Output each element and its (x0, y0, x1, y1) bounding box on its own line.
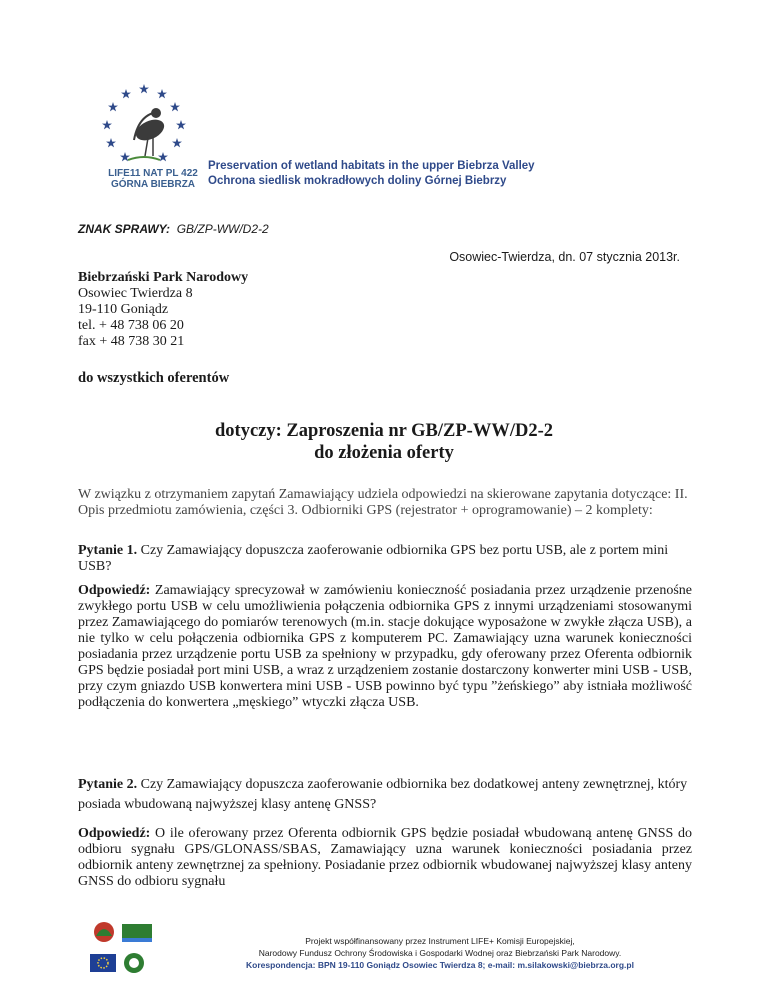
answer-2-label: Odpowiedź: (78, 826, 151, 841)
question-1 (78, 543, 692, 575)
footer-contact: Korespondencja: BPN 19-110 Goniądz Osowiec Twierdza 8; e-mail: m.silakowski@biebrza.org.pl (246, 960, 634, 970)
sender-tel: tel. + 48 738 06 20 (78, 318, 184, 333)
footer-line1: Projekt współfinansowany przez Instrument LIFE+ Komisji Europejskiej, (305, 936, 575, 946)
sender-name: Biebrzański Park Narodowy (78, 270, 249, 285)
case-reference-label: ZNAK SPRAWY: (78, 222, 171, 236)
answer-1 (78, 583, 692, 711)
logo-caption (97, 168, 209, 190)
star-icon (108, 102, 118, 111)
logo-caption-line2: GÓRNA BIEBRZA (110, 179, 196, 190)
star-icon (139, 84, 149, 93)
question-1-text: Czy Zamawiający dopuszcza zaoferowanie odbiornika GPS bez portu USB, ale z portem mini USB? (78, 543, 669, 574)
answer-2 (78, 826, 692, 890)
logo-caption-line1: LIFE11 NAT PL 422 (108, 168, 198, 179)
recipient: do wszystkich oferentów (78, 370, 230, 386)
star-icon (170, 102, 180, 111)
letter-date: Osowiec-Twierdza, dn. 07 stycznia 2013r. (449, 250, 680, 264)
star-icon (176, 120, 186, 129)
star-icon (157, 89, 167, 98)
case-reference (78, 222, 269, 236)
intro-paragraph: W związku z otrzymaniem zapytań Zamawiający udziela odpowiedzi na skierowane zapytania dotyczące: II. Opis przedmiotu zamówienia, części 3. Odbiorniki GPS (rejestrator + oprogramowanie) – 2 komplety: (78, 487, 688, 518)
sender-fax: fax + 48 738 30 21 (78, 334, 185, 349)
letter-title-line2: do złożenia oferty (314, 443, 454, 463)
project-title-pl: Ochrona siedlisk mokradłowych doliny Górnej Biebrzy (208, 175, 507, 187)
question-1-label: Pytanie 1. (78, 543, 138, 558)
sender-city: 19-110 Goniądz (78, 302, 169, 317)
eu-flag-icon (90, 954, 116, 972)
star-icon (121, 89, 131, 98)
letter-title-line1: dotyczy: Zaproszenia nr GB/ZP-WW/D2-2 (215, 421, 553, 441)
star-icon (102, 120, 112, 129)
question-2 (78, 775, 692, 815)
life-project-logo (98, 80, 190, 170)
project-title-en: Preservation of wetland habitats in the upper Biebrza Valley (208, 160, 535, 172)
page-footer (200, 935, 680, 971)
question-2-text: Czy Zamawiający dopuszcza zaoferowanie odbiornika bez dodatkowej anteny zewnętrznej, który posiada wbudowaną najwyższej klasy antenę GNSS? (78, 777, 688, 812)
natura-2000-logo-icon (124, 953, 144, 973)
sender-address (78, 270, 248, 350)
answer-1-label: Odpowiedź: (78, 583, 151, 598)
question-2-label: Pytanie 2. (78, 777, 138, 792)
bpn-logo-icon (122, 924, 152, 942)
case-reference-value: GB/ZP-WW/D2-2 (176, 222, 269, 236)
nfosigw-logo-icon (94, 922, 114, 942)
answer-2-text: O ile oferowany przez Oferenta odbiornik GPS będzie posiadał wbudowaną antenę GNSS do odbioru sygnału GPS/GLONASS/SBAS, Zamawiający uzna warunek konieczności posiadania przez odbiornik anteny zewnętrznej za spełniony. Posiadanie przez odbiornik wbudowanej najwyższej klasy anteny GNSS do odbioru sygnału (78, 826, 692, 889)
letter-title (78, 420, 690, 464)
curlew-bird-icon (128, 108, 167, 160)
star-icon (172, 138, 182, 147)
star-icon (106, 138, 116, 147)
sender-street: Osowiec Twierdza 8 (78, 286, 193, 301)
project-title (208, 159, 535, 189)
footer-line2: Narodowy Fundusz Ochrony Środowiska i Gospodarki Wodnej oraz Biebrzański Park Narodowy. (258, 948, 622, 958)
answer-1-text: Zamawiający sprecyzował w zamówieniu konieczność posiadania przez urządzenie przenośne zwykłego portu USB w celu umożliwienia połączenia odbiornika GPS z innymi urządzeniami stosowanymi przez Zamawiającego do pomiarów terenowych (m.in. stacje dokujące wyposażone w zwykłe złącza USB), a nie tylko w celu połączenia odbiornika GPS z komputerem PC. Zamawiający uzna warunek konieczności posiadania przez urządzenie portu USB za spełniony w przypadku, gdy oferowany przez Oferenta odbiornik GPS będzie posiadał port mini USB, a wraz z urządzeniem zostanie dostarczony konwerter mini USB - USB, przy czym gniazdo USB konwertera mini USB - USB powinno być typu ”żeńskiego” aby istniała możliwość podłączenia do konwertera „męskiego” wtyczki złącza USB. (78, 583, 692, 710)
